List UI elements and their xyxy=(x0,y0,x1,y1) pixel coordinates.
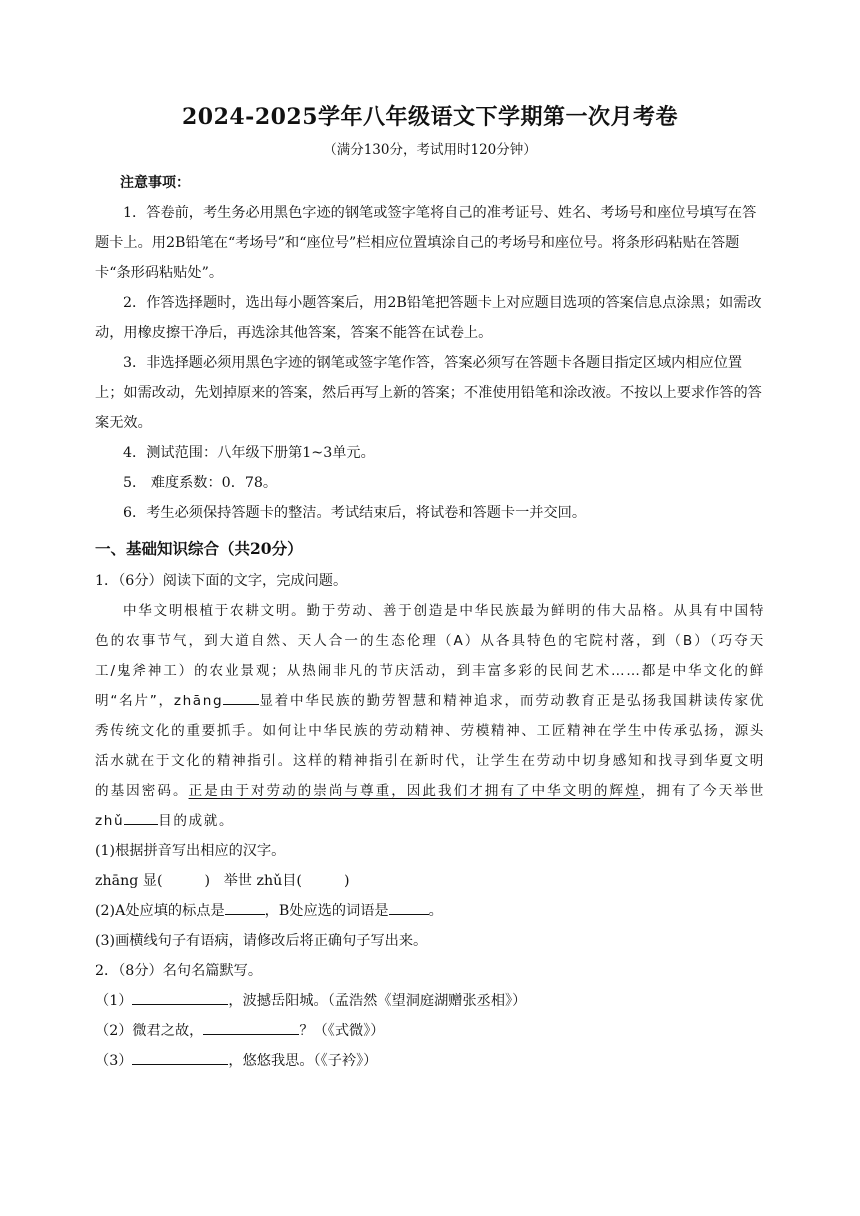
poem-text: 微君之故， xyxy=(132,1023,204,1039)
sub-question-text: 。 xyxy=(428,903,443,919)
poem-number: （3） xyxy=(95,1053,133,1069)
note-item: 2．作答选择题时，选出每小题答案后，用2B铅笔把答题卡上对应题目选项的答案信息点涂黑；如需改动，用橡皮擦干净后，再选涂其他答案，答案不能答在试卷上。 xyxy=(95,295,762,341)
answer-blank[interactable] xyxy=(389,898,429,915)
answer-blank[interactable] xyxy=(132,1048,228,1065)
section-heading: 一、基础知识综合（共20分） xyxy=(95,539,303,558)
answer-blank[interactable] xyxy=(203,1018,299,1035)
note-item: 4．测试范围：八年级下册第1~3单元。 xyxy=(123,445,375,461)
pinyin-blank xyxy=(124,808,158,825)
sub-question-1: (1)根据拼音写出相应的汉字。 xyxy=(95,843,286,859)
sub-question-text: ，B处应选的词语是 xyxy=(264,903,389,919)
poem-text: ，悠悠我思。（《子衿》） xyxy=(228,1053,378,1069)
exam-title: 2024-2025学年八年级语文下学期第一次月考卷 xyxy=(181,104,679,130)
note-item: 1．答卷前，考生务必用黑色字迹的钢笔或签字笔将自己的准考证号、姓名、考场号和座位号填写在答题卡上。用2B铅笔在“考场号”和“座位号”栏相应位置填涂自己的考场号和座位号。将条形码粘贴在答题卡“条形码粘贴处”。 xyxy=(95,205,757,281)
answer-suffix: ) xyxy=(343,873,350,889)
question-2-stem: 2．（8分）名句名篇默写。 xyxy=(95,963,263,979)
exam-subtitle: （满分130分，考试用时120分钟） xyxy=(323,142,537,158)
passage-text: ，拥有了今天举世 zhǔ xyxy=(95,783,765,829)
exam-content xyxy=(95,168,765,1076)
pinyin-blank xyxy=(223,688,259,705)
poem-text: ？（《式微》） xyxy=(299,1023,385,1039)
passage-text: 显着中华民族的勤劳智慧和精神追求，而劳动教育正是弘扬我国耕读传家优秀传统文化的重要抓手。如何让中华民族的劳动精神、劳模精神、工匠精神在学生中传承弘扬，源头活水就在于文化的精神指引。这样的精神指引在新时代，让学生在劳动中切身感知和找寻到华夏文明的基因密码。 xyxy=(95,693,765,799)
poem-item xyxy=(95,1046,765,1076)
answer-suffix: ) xyxy=(204,873,211,889)
poem-item xyxy=(95,1016,765,1046)
sub-question-text: (2)A处应填的标点是 xyxy=(95,903,225,919)
sub-question-2 xyxy=(95,896,765,926)
question-1-stem: 1．（6分）阅读下面的文字，完成问题。 xyxy=(95,573,348,589)
note-item: 6．考生必须保持答题卡的整洁。考试结束后，将试卷和答题卡一并交回。 xyxy=(123,505,587,521)
answer-blank[interactable] xyxy=(225,898,265,915)
question-1-passage xyxy=(95,596,765,836)
passage-text: 目的成就。 xyxy=(158,813,235,829)
note-item: 3．非选择题必须用黑色字迹的钢笔或签字笔作答，答案必须写在答题卡各题目指定区域内相应位置上；如需改动，先划掉原来的答案，然后再写上新的答案；不准使用铅笔和涂改液。不按以上要求作答的答案无效。 xyxy=(95,355,762,431)
passage-text: 中华文明根植于农耕文明。勤于劳动、善于创造是中华民族最为鲜明的伟大品格。从具有中国特色的农事节气，到大道自然、天人合一的生态伦理（A）从各具特色的宅院村落，到（B）（巧夺天工/鬼斧神工）的农业景观；从热闹非凡的节庆活动，到丰富多彩的民间艺术……都是中华文化的鲜明“名片”，zhāng xyxy=(95,603,765,709)
poem-number: （1） xyxy=(95,993,133,1009)
poem-number: （2） xyxy=(95,1023,133,1039)
answer-prefix: zhāng 显( xyxy=(95,873,163,889)
answer-blank[interactable] xyxy=(132,988,228,1005)
answer-prefix: 举世 zhǔ目( xyxy=(223,873,302,889)
notes-heading: 注意事项： xyxy=(120,175,190,191)
poem-item xyxy=(95,986,765,1016)
sub-question-1-answers xyxy=(95,866,765,896)
note-item: 5． 难度系数：0．78。 xyxy=(123,475,278,491)
poem-text: ，波撼岳阳城。（孟浩然《望洞庭湖赠张丞相》） xyxy=(228,993,527,1009)
underlined-sentence: 正是由于对劳动的崇尚与尊重，因此我们才拥有了中华文明的辉煌 xyxy=(188,783,641,799)
sub-question-3: (3)画横线句子有语病，请修改后将正确句子写出来。 xyxy=(95,933,428,949)
